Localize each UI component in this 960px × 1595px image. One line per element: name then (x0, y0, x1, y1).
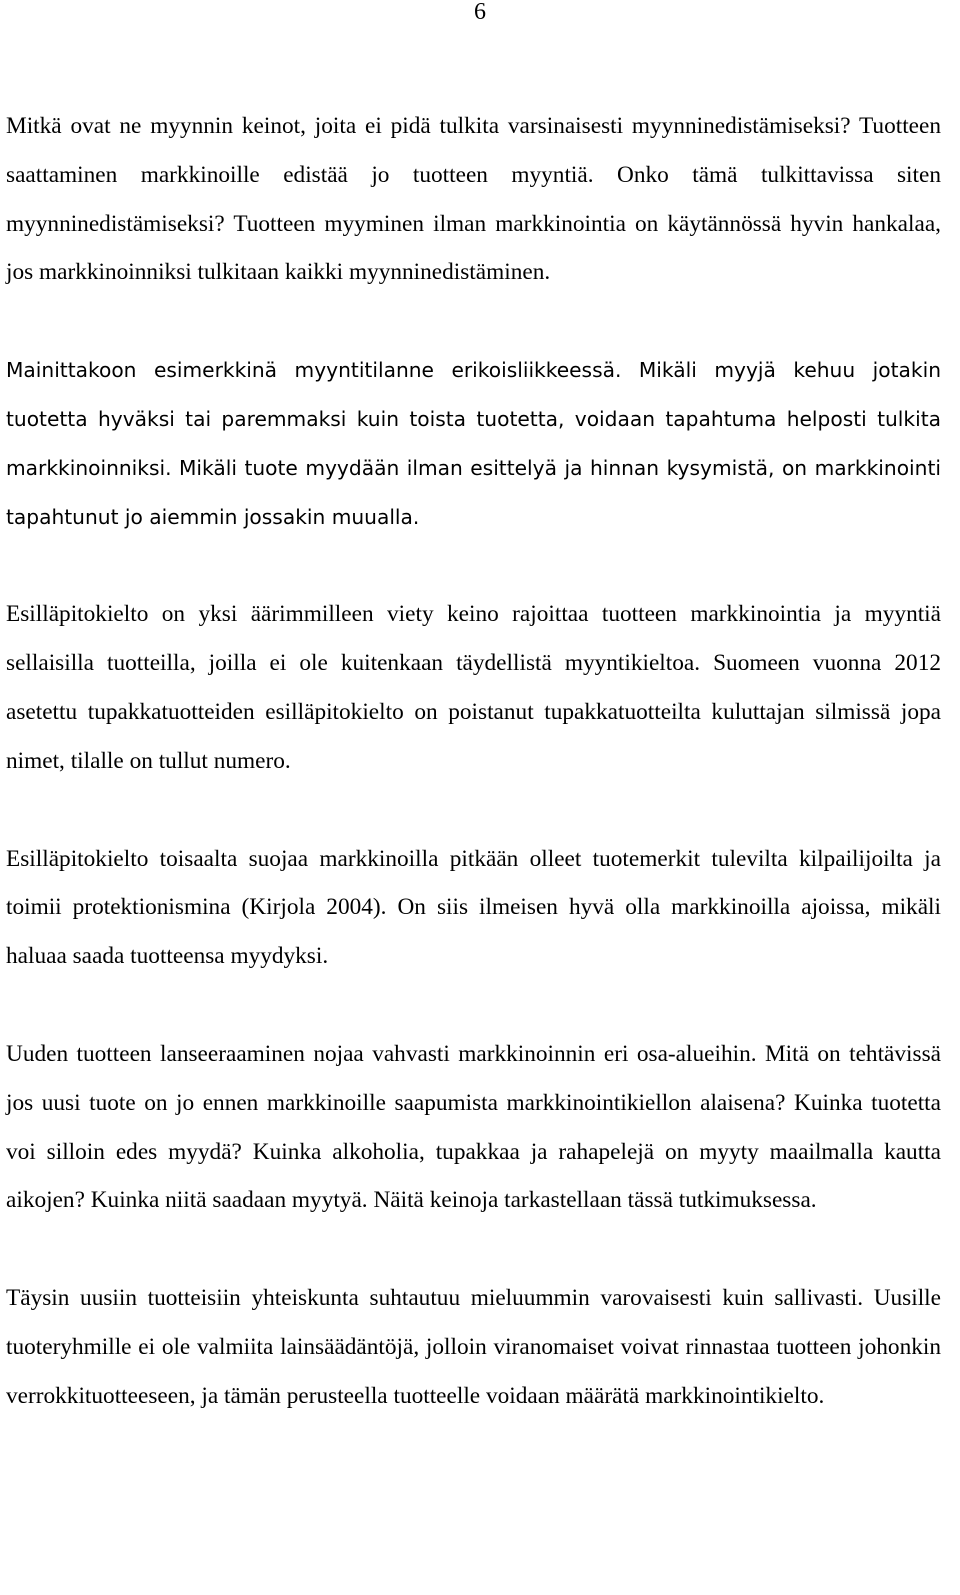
paragraph-2: Mainittakoon esimerkkinä myyntitilanne erikoisliikkeessä. Mikäli myyjä kehuu jotakin tuotetta hyväksi tai paremmaksi kuin toista tuotetta, voidaan tapahtuma helposti tulkita markkinoinniksi. Mikäli tuote myydään ilman esittelyä ja hinnan kysymistä, on markkinointi tapahtunut jo aiemmin jossakin muualla. (6, 358, 941, 529)
paragraph-5: Uuden tuotteen lanseeraaminen nojaa vahvasti markkinoinnin eri osa-alueihin. Mitä on tehtävissä jos uusi tuote on jo ennen markkinoille saapumista markkinointikiellon alaisena? Kuinka tuotetta voi silloin edes myydä? Kuinka alkoholia, tupakkaa ja rahapelejä on myyty maailmalla kautta aikojen? Kuinka niitä saadaan myytyä. Näitä keinoja tarkastellaan tässä tutkimuksessa. (6, 1040, 941, 1214)
body-text (6, 102, 941, 1421)
page-number: 6 (474, 0, 486, 25)
paragraph-6: Täysin uusiin tuotteisiin yhteiskunta suhtautuu mieluummin varovaisesti kuin sallivasti. Uusille tuoteryhmille ei ole valmiita lainsäädäntöjä, jolloin viranomaiset voivat rinnastaa tuotteen johonkin verrokkituotteeseen, ja tämän perusteella tuotteelle voidaan määrätä markkinointikielto. (6, 1285, 941, 1409)
paragraph-1: Mitkä ovat ne myynnin keinot, joita ei pidä tulkita varsinaisesti myynninedistämiseksi? Tuotteen saattaminen markkinoille edistää jo tuotteen myyntiä. Onko tämä tulkittavissa siten myynninedistämiseksi? Tuotteen myyminen ilman markkinointia on käytännössä hyvin hankalaa, jos markkinoinniksi tulkitaan kaikki myynninedistäminen. (6, 113, 941, 286)
paragraph-3: Esilläpitokielto on yksi äärimmilleen viety keino rajoittaa tuotteen markkinointia ja myyntiä sellaisilla tuotteilla, joilla ei ole kuitenkaan täydellistä myyntikieltoa. Suomeen vuonna 2012 asetettu tupakkatuotteiden esilläpitokielto on poistanut tupakkatuotteilta kuluttajan silmissä jopa nimet, tilalle on tullut numero. (6, 601, 941, 774)
paragraph-4: Esilläpitokielto toisaalta suojaa markkinoilla pitkään olleet tuotemerkit tulevilta kilpailijoilta ja toimii protektionismina (Kirjola 2004). On siis ilmeisen hyvä olla markkinoilla ajoissa, mikäli haluaa saada tuotteensa myydyksi. (6, 845, 941, 970)
